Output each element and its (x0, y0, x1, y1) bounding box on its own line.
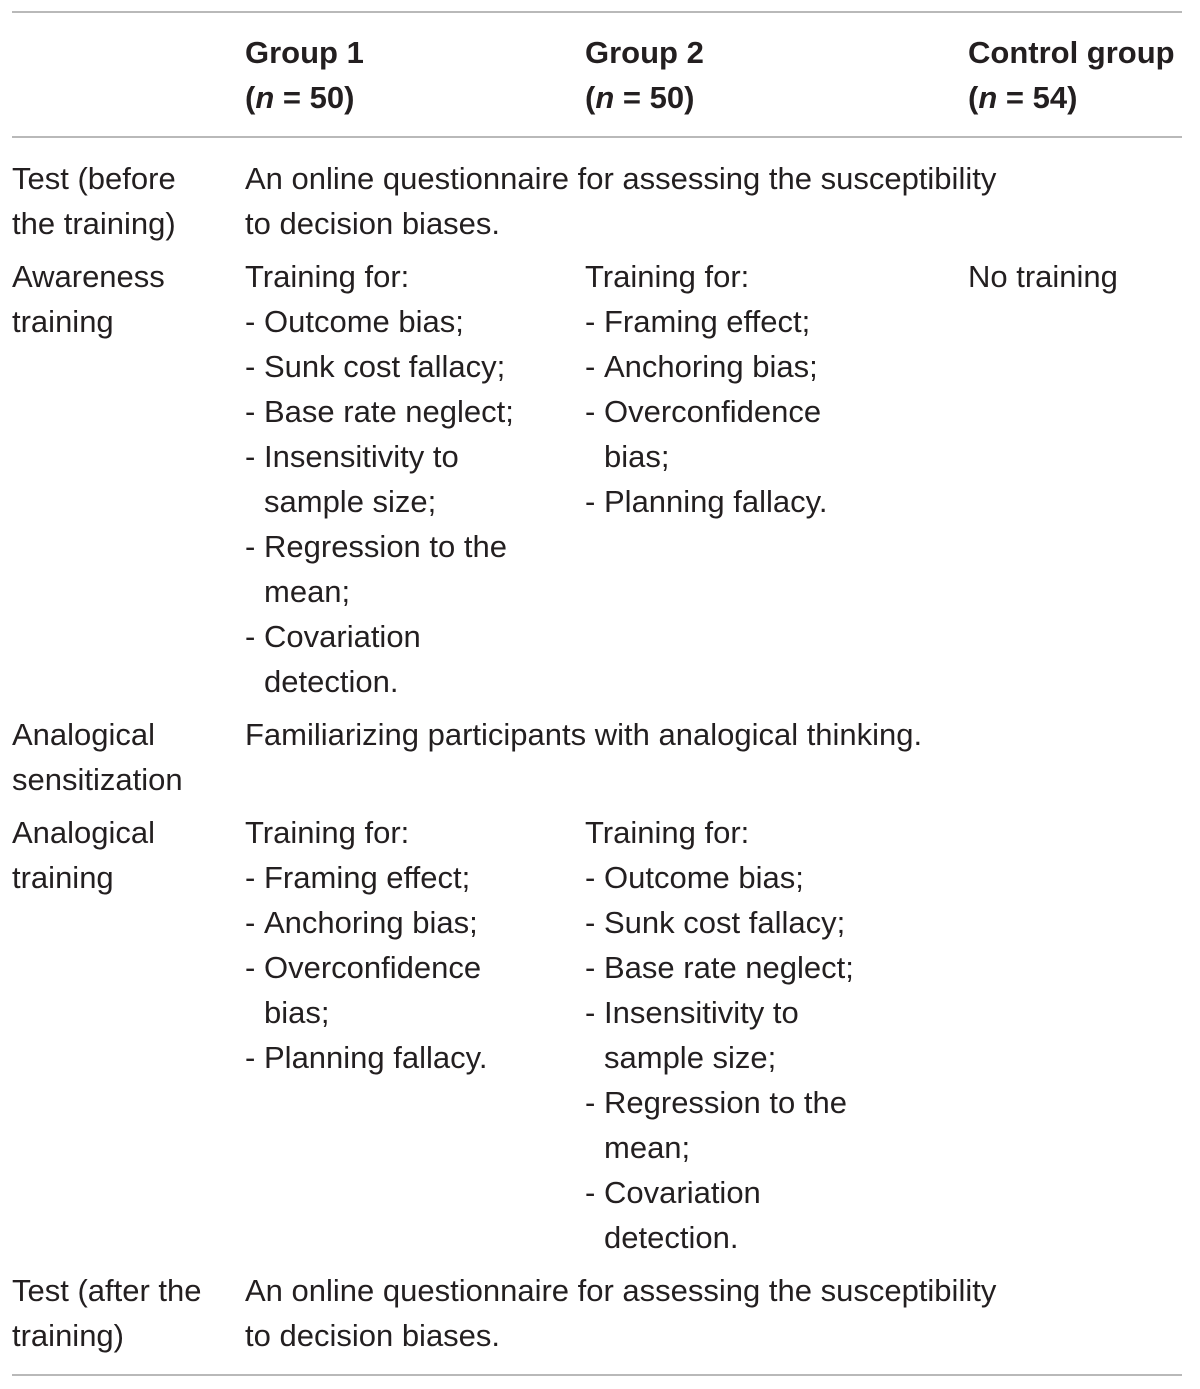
list-item: - Regression to the mean; (245, 524, 535, 614)
analogical-group-1-list (245, 855, 505, 1080)
n-symbol: n (255, 80, 275, 115)
row-label-line: the training) (12, 206, 176, 241)
description-line: to decision biases. (245, 206, 501, 241)
list-item: - Anchoring bias; (585, 344, 855, 389)
header-group-1 (245, 30, 545, 120)
row-label-line: Test (before (12, 161, 176, 196)
analogical-group-2 (585, 810, 875, 1260)
list-item: - Sunk cost fallacy; (245, 344, 535, 389)
n-value: = 54) (1005, 80, 1078, 115)
description-line: An online questionnaire for assessing the susceptibility (245, 1273, 997, 1308)
awareness-group-1-list (245, 299, 535, 704)
row-label-line: sensitization (12, 762, 183, 797)
n-value: = 50) (282, 80, 355, 115)
training-heading: Training for: (245, 815, 410, 850)
top-rule (12, 11, 1182, 13)
header-group-2-n: (n = 50) (585, 80, 695, 115)
test-before-description (245, 156, 997, 246)
header-group-1-name: Group 1 (245, 35, 364, 70)
row-label-line: training (12, 304, 114, 339)
row-label-line: training) (12, 1318, 124, 1353)
list-item: - Regression to the mean; (585, 1080, 875, 1170)
description-line: to decision biases. (245, 1318, 501, 1353)
header-group-2 (585, 30, 885, 120)
row-label-analogical-sensitization (12, 712, 227, 802)
list-item: - Covariation detection. (245, 614, 535, 704)
row-label-test-after (12, 1268, 227, 1358)
header-control-group (968, 30, 1198, 120)
row-label-line: Awareness (12, 259, 165, 294)
list-item: - Framing effect; (245, 855, 505, 900)
description-line: An online questionnaire for assessing the susceptibility (245, 161, 997, 196)
row-label-test-before (12, 156, 227, 246)
list-item: - Planning fallacy. (585, 479, 855, 524)
row-label-analogical-training (12, 810, 227, 900)
analogical-group-1 (245, 810, 505, 1080)
n-symbol: n (595, 80, 615, 115)
test-after-description (245, 1268, 997, 1358)
awareness-group-2 (585, 254, 855, 524)
header-rule (12, 136, 1182, 138)
row-label-awareness-training (12, 254, 227, 344)
list-item: - Overconfidence bias; (245, 945, 505, 1035)
list-item: - Outcome bias; (245, 299, 535, 344)
row-label-line: training (12, 860, 114, 895)
list-item: - Sunk cost fallacy; (585, 900, 875, 945)
awareness-control: No training (968, 259, 1118, 294)
list-item: - Overconfidence bias; (585, 389, 855, 479)
row-label-line: Analogical (12, 717, 156, 752)
header-control-name: Control group (968, 35, 1175, 70)
list-item: - Framing effect; (585, 299, 855, 344)
awareness-group-1 (245, 254, 535, 704)
training-heading: Training for: (585, 815, 750, 850)
header-group-2-name: Group 2 (585, 35, 704, 70)
list-item: - Anchoring bias; (245, 900, 505, 945)
list-item: - Covariation detection. (585, 1170, 875, 1260)
list-item: - Insensitivity to sample size; (585, 990, 875, 1080)
awareness-group-2-list (585, 299, 855, 524)
header-group-1-n: (n = 50) (245, 80, 355, 115)
n-symbol: n (978, 80, 998, 115)
n-value: = 50) (622, 80, 695, 115)
row-label-line: Test (after the (12, 1273, 202, 1308)
row-label-line: Analogical (12, 815, 156, 850)
list-item: - Base rate neglect; (585, 945, 875, 990)
sensitization-description: Familiarizing participants with analogical thinking. (245, 717, 923, 752)
list-item: - Outcome bias; (585, 855, 875, 900)
training-heading: Training for: (585, 259, 750, 294)
bottom-rule (12, 1374, 1182, 1376)
header-control-n: (n = 54) (968, 80, 1078, 115)
analogical-group-2-list (585, 855, 875, 1260)
list-item: - Base rate neglect; (245, 389, 535, 434)
list-item: - Insensitivity to sample size; (245, 434, 535, 524)
training-heading: Training for: (245, 259, 410, 294)
list-item: - Planning fallacy. (245, 1035, 505, 1080)
